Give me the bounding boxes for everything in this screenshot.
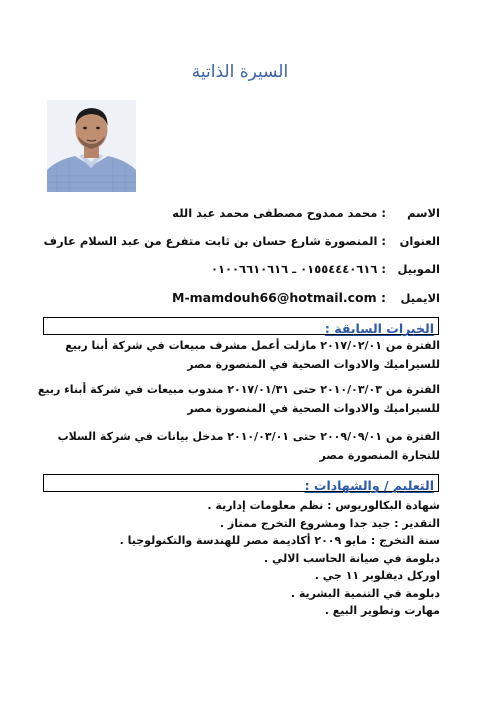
education-item: دبلومة في التنمية البشرية .	[290, 586, 440, 600]
name-row	[40, 206, 440, 220]
education-item: سنة التخرج : مايو ٢٠٠٩ أكاديمة مصر للهندسة والتكنولوجيا .	[119, 534, 440, 547]
address-label: العنوان	[399, 234, 440, 248]
education-item: اوركل ديفلوبر ١١ جي .	[314, 569, 440, 582]
experience-line: الفترة من ٢٠١٧/٠٢/٠١ مازلت أعمل مشرف مبيعات في شركة أبنا ربيع	[65, 339, 440, 352]
experience-item	[20, 380, 440, 418]
mobile-value: : ٠١٥٥٤٤٤٠٦١٦ ـ ٠١٠٠٦٦١٠٦١٦	[210, 262, 386, 276]
experience-heading: الخبرات السابقة :	[324, 321, 434, 336]
address-row	[40, 234, 440, 248]
experience-line: للتجارة المنصورة مصر	[319, 449, 440, 462]
name-label: الاسم	[407, 206, 440, 220]
education-heading: التعليم / والشهادات :	[304, 478, 434, 493]
education-list	[20, 497, 440, 620]
experience-heading-box	[43, 317, 439, 335]
education-item: مهارت وتطوير البيع .	[324, 604, 440, 617]
experience-item	[20, 427, 440, 465]
email-row	[40, 290, 440, 305]
education-heading-box	[43, 474, 439, 492]
experience-line: للسيراميك والادوات الصحية في المنصورة مصر	[187, 402, 440, 415]
education-item: دبلومة في صيانة الحاسب الالي .	[264, 551, 440, 565]
page-title: السيرة الذاتية	[191, 62, 289, 82]
email-value: M-mamdouh66@hotmail.com :	[172, 290, 386, 305]
experience-line: الفترة من ٢٠٠٩/٠٩/٠١ حتى ٢٠١٠/٠٣/٠١ مدخل بيانات في شركة السلاب	[57, 430, 440, 443]
email-label: الايميل	[400, 291, 440, 305]
address-value: : المنصورة شارع حسان بن ثابت متفرع من عبد السلام عارف	[43, 234, 386, 248]
education-item: التقدير : جيد جدا ومشروع التخرج ممتاز .	[219, 516, 440, 530]
name-value: : محمد ممدوح مصطفى محمد عبد الله	[172, 206, 386, 220]
experience-line: للسيراميك والادوات الصحية في المنصورة مصر	[187, 358, 440, 371]
experience-item	[20, 336, 440, 374]
experience-line: الفترة من ٢٠١٠/٠٣/٠٣ حتى ٢٠١٧/٠١/٣١ مندوب مبيعات في شركة أبناء ربيع	[37, 383, 440, 396]
mobile-row	[40, 262, 440, 276]
profile-photo	[47, 100, 136, 192]
mobile-label: الموبيل	[397, 262, 440, 276]
education-item: شهادة البكالوريوس : نظم معلومات إدارية .	[207, 499, 440, 512]
